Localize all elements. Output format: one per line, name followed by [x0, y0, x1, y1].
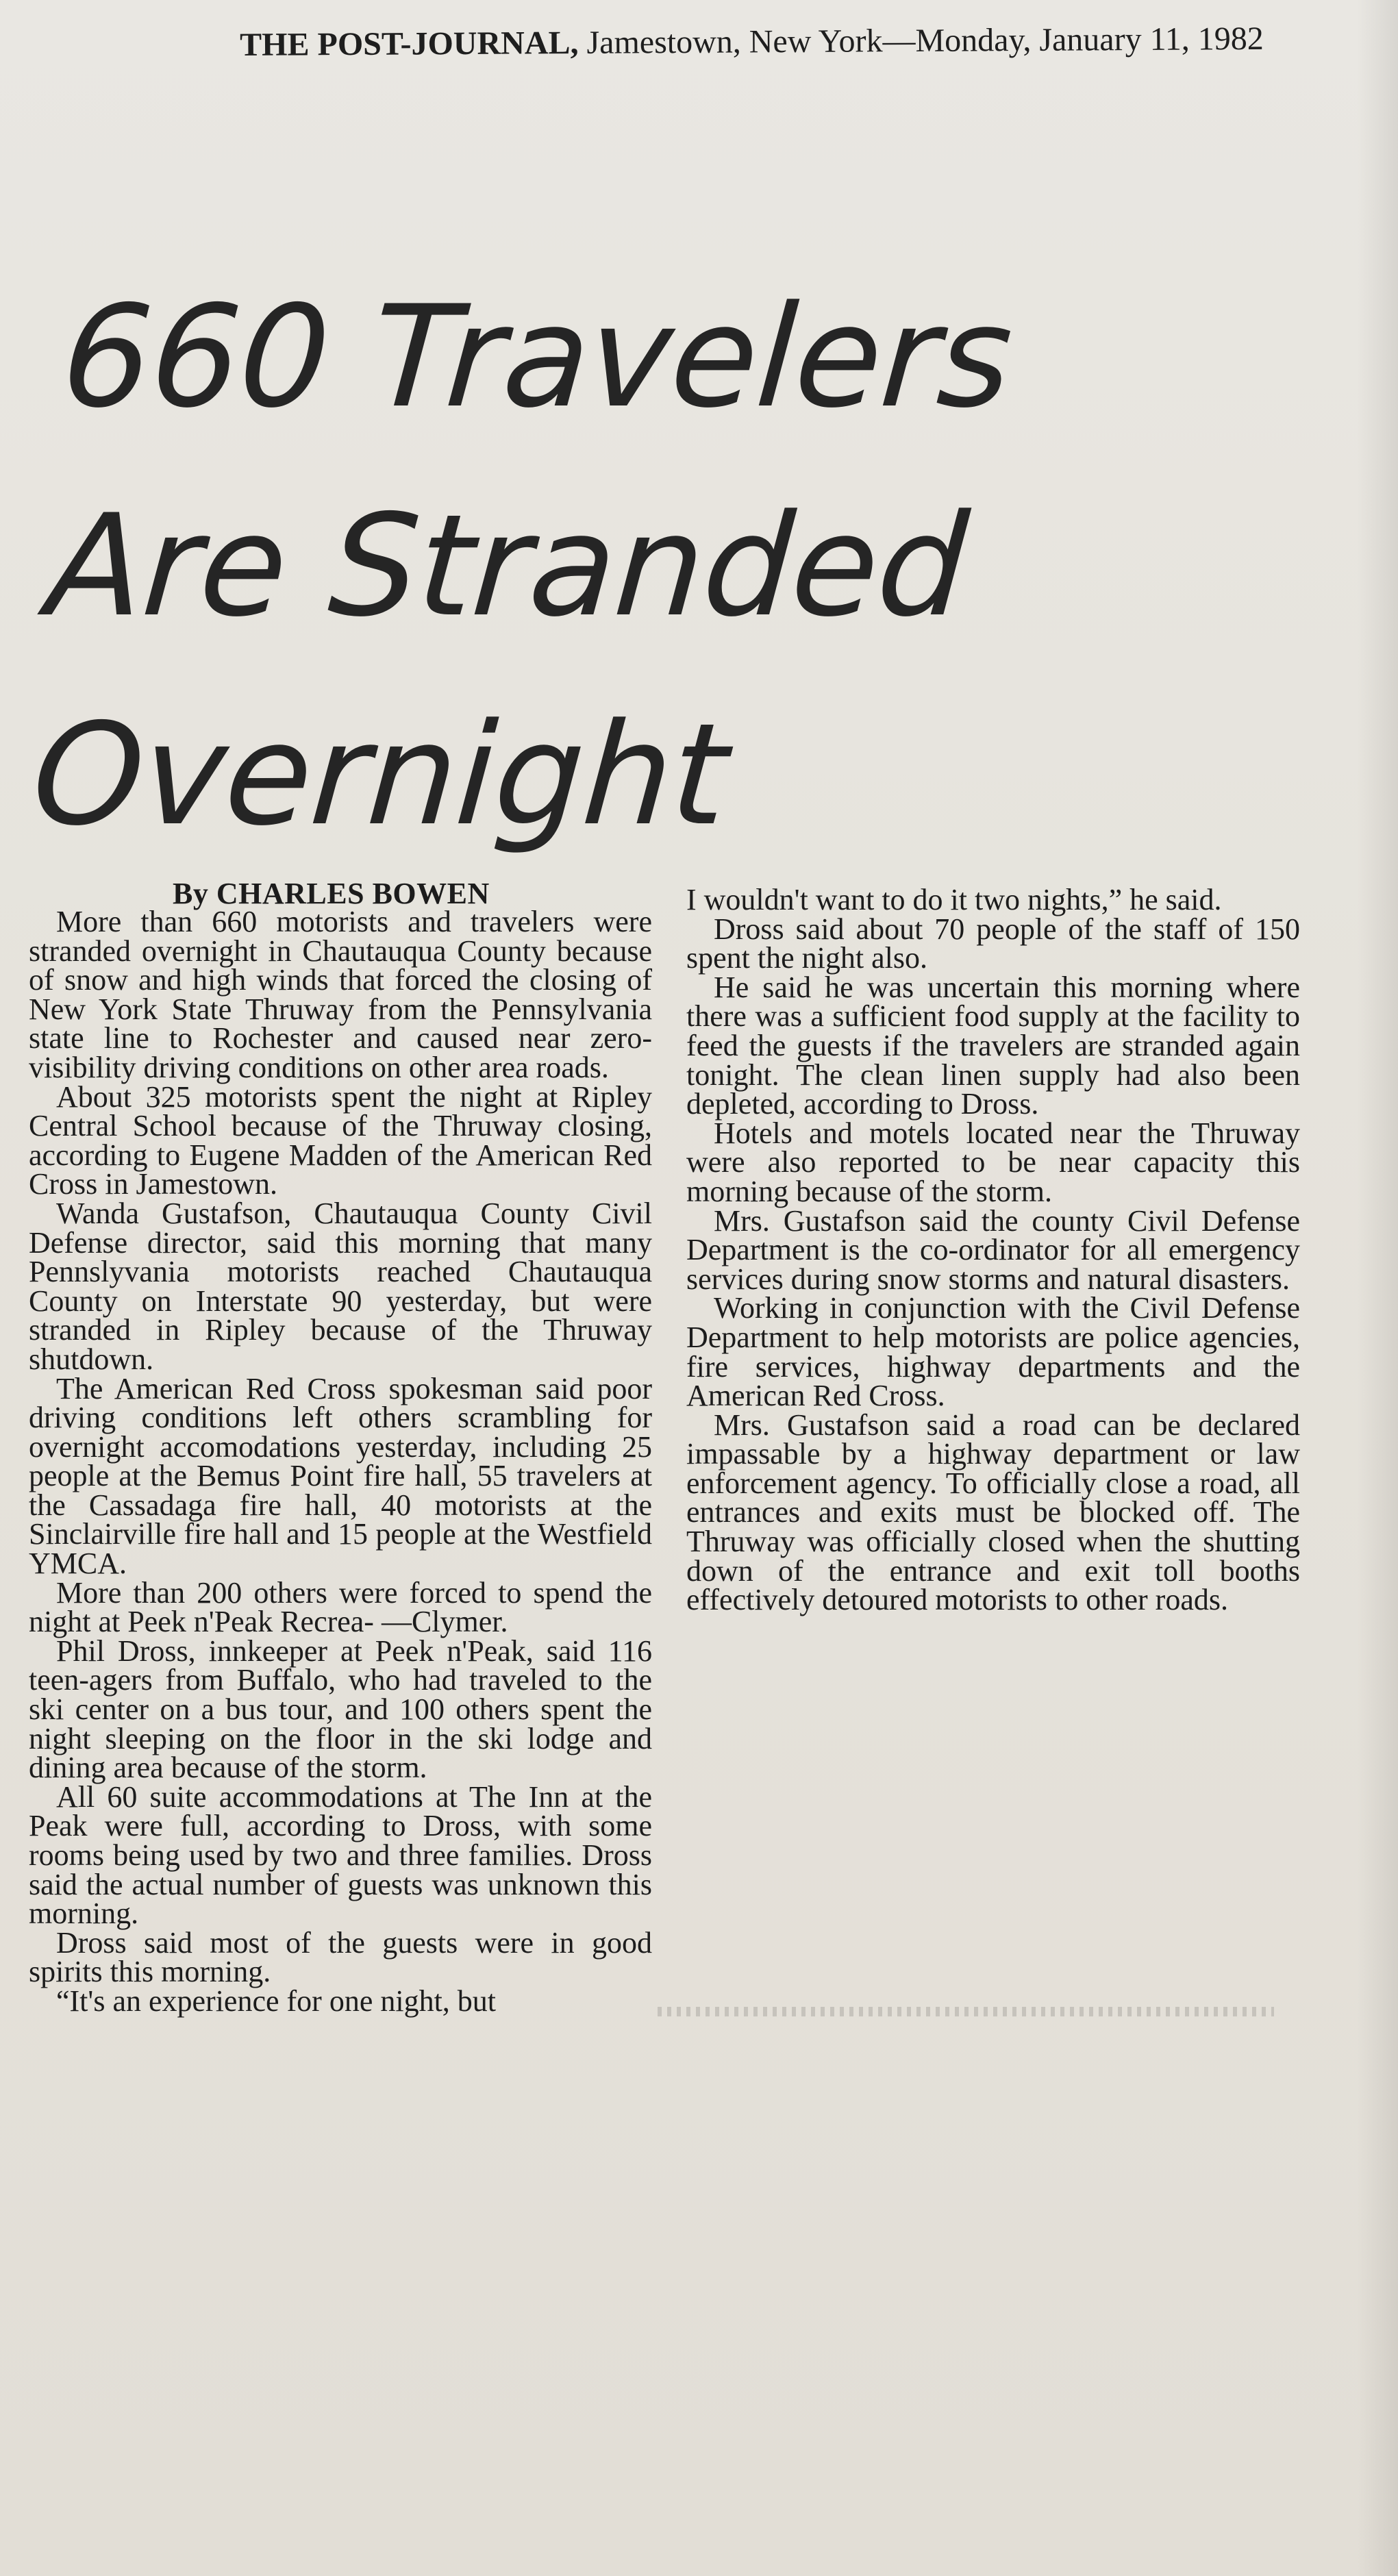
headline-line-2: Are Stranded	[42, 485, 972, 648]
article-paragraph: More than 200 others were forced to spend the night at Peek n'Peak Recrea- —Clymer.	[29, 1575, 652, 1639]
article-paragraph: About 325 motorists spent the night at Ripley Central School because of the Thruway closing, according to Eugene Madden of the American Red Cross in Jamestown.	[29, 1079, 652, 1201]
article-paragraph: Dross said most of the guests were in good spirits this morning.	[29, 1925, 652, 1989]
article-column-right	[686, 883, 1300, 1617]
byline: By CHARLES BOWEN	[173, 877, 490, 910]
article-paragraph: Wanda Gustafson, Chautauqua County Civil Defense director, said this morning that many Pennslyvania motorists reached Chautauqua County on Interstate 90 yesterday, but were stranded in Ripley because of the Thruway shutdown.	[29, 1196, 652, 1376]
article-paragraph: The American Red Cross spokesman said poor driving conditions left others scrambling for overnight accomodations yesterday, including 25 people at the Bemus Point fire hall, 55 travelers at the Cassadaga fire hall, 40 motorists at the Sinclairville fire hall and 15 people at the Westfield YMCA.	[29, 1371, 652, 1581]
headline-line-3: Overnight	[27, 694, 732, 857]
article-paragraph: Phil Dross, innkeeper at Peek n'Peak, said 116 teen-agers from Buffalo, who had traveled to the ski center on a bus tour, and 100 others spent the night sleeping on the floor in the ski lodge and dining area because of the storm.	[29, 1634, 652, 1785]
article-paragraph: Mrs. Gustafson said the county Civil Defense Department is the co-ordinator for all emergency services during snow storms and natural disasters.	[686, 1203, 1300, 1296]
headline	[26, 253, 1316, 880]
masthead	[240, 18, 1377, 66]
newspaper-name: THE POST-JOURNAL,	[240, 24, 579, 63]
article-paragraph: “It's an experience for one night, but	[56, 1984, 497, 2018]
article-paragraph: Hotels and motels located near the Thruway were also reported to be near capacity this morning because of the storm.	[686, 1116, 1300, 1208]
article-paragraph: I wouldn't want to do it two nights,” he said.	[686, 883, 1222, 916]
article-paragraph: He said he was uncertain this morning where there was a sufficient food supply at the facility to feed the guests if the travelers are stranded again tonight. The clean linen supply had also been depleted, according to Dross.	[686, 970, 1300, 1121]
paper-shadow	[1357, 0, 1398, 2576]
article-paragraph: More than 660 motorists and travelers were stranded overnight in Chautauqua County because of snow and high winds that forced the closing of New York State Thruway from the Pennsylvania state line to Rochester and caused near zero-visibility driving conditions on other area roads.	[29, 905, 652, 1084]
headline-line-1: 660 Travelers	[57, 276, 1016, 439]
article-paragraph: All 60 suite accommodations at The Inn at the Peak were full, according to Dross, with some rooms being used by two and three families. Dross said the actual number of guests was unknown this morning.	[29, 1779, 652, 1931]
article-column-left	[29, 877, 652, 2018]
dateline: Jamestown, New York—Monday, January 11, 1982	[586, 20, 1264, 61]
torn-edge-divider	[658, 2007, 1274, 2016]
article-paragraph: Dross said about 70 people of the staff of 150 spent the night also.	[686, 912, 1300, 975]
article-paragraph: Working in conjunction with the Civil Defense Department to help motorists are police agencies, fire services, highway departments and the American Red Cross.	[686, 1291, 1300, 1413]
article-paragraph: Mrs. Gustafson said a road can be declared impassable by a highway department or law enforcement agency. To officially close a road, all entrances and exits must be blocked off. The Thruway was officially closed when the shutting down of the entrance and exit toll booths effectively detoured motorists to other roads.	[686, 1408, 1300, 1617]
